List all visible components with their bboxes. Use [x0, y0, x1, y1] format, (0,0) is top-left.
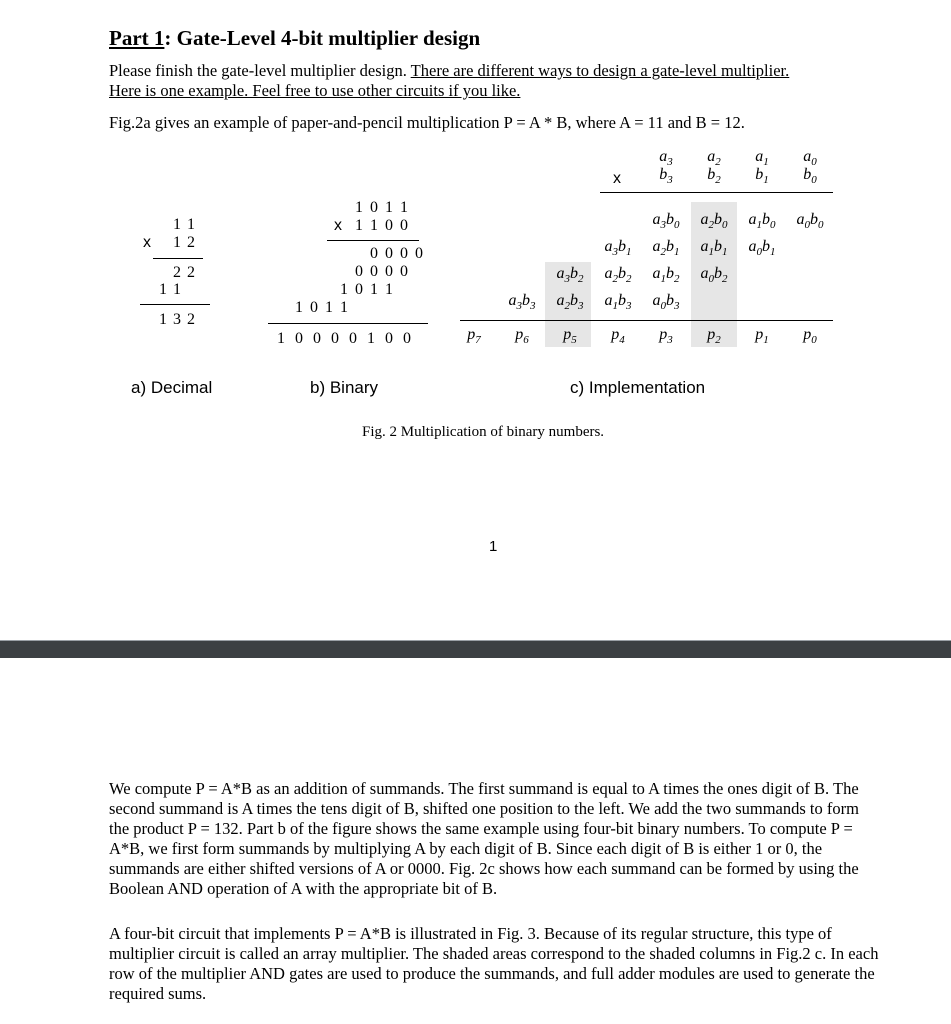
caption-decimal: a) Decimal: [131, 378, 213, 397]
binary-digit: 0: [370, 263, 378, 280]
binary-digit: 0: [355, 281, 363, 298]
decimal-digit: 1: [159, 311, 167, 328]
impl-b-term: $b_0$: [803, 166, 817, 187]
binary-digit: 1: [340, 281, 348, 298]
decimal-rule-2: [140, 304, 210, 305]
impl-product-bit: $p_0$: [803, 326, 817, 347]
binary-digit: 0: [400, 245, 408, 262]
impl-product-bit: $p_5$: [563, 326, 577, 347]
impl-partial-product: $a_2b_0$: [700, 211, 728, 232]
title-part-label: Part 1: [109, 26, 165, 50]
binary-digit: 1: [385, 281, 393, 298]
decimal-digit: 2: [173, 264, 181, 281]
impl-product-bit: $p_3$: [659, 326, 673, 347]
impl-a-term: $a_3$: [659, 148, 673, 169]
impl-partial-product: $a_0b_2$: [700, 265, 728, 286]
binary-digit: 0: [370, 199, 378, 216]
binary-rule-2: [268, 323, 428, 324]
binary-digit: 0: [385, 330, 393, 347]
binary-digit: 0: [385, 217, 393, 234]
impl-partial-product: $a_1b_0$: [748, 211, 776, 232]
binary-digit: 0: [331, 330, 339, 347]
binary-digit: 0: [313, 330, 321, 347]
binary-rule-1: [327, 240, 419, 241]
times-sign: x: [613, 170, 621, 187]
impl-rule-2: [460, 320, 833, 321]
binary-digit: 0: [385, 263, 393, 280]
binary-digit: 0: [310, 299, 318, 316]
binary-digit: 0: [385, 245, 393, 262]
impl-product-bit: $p_4$: [611, 326, 625, 347]
decimal-rule-1: [153, 258, 203, 259]
impl-partial-product: $a_3b_2$: [556, 265, 584, 286]
impl-product-bit: $p_6$: [515, 326, 529, 347]
page-title: [109, 26, 480, 51]
binary-digit: 0: [355, 263, 363, 280]
impl-partial-product: $a_2b_3$: [556, 292, 584, 313]
paragraph-2: A four-bit circuit that implements P = A*B is illustrated in Fig. 3. Because of its regular structure, this type of multiplier circuit is called an array multiplier. The shaded areas correspond to the shaded columns in Fig.2 c. In each row of the multiplier AND gates are used to produce the summands, and full adder modules are used to generate the required sums.: [109, 924, 879, 1003]
binary-digit: 1: [370, 281, 378, 298]
impl-partial-product: $a_0b_3$: [652, 292, 680, 313]
binary-digit: 0: [415, 245, 423, 262]
binary-digit: 1: [295, 299, 303, 316]
decimal-digit: 2: [187, 234, 195, 251]
impl-partial-product: $a_0b_1$: [748, 238, 776, 259]
impl-partial-product: $a_3b_1$: [604, 238, 632, 259]
impl-product-bit: $p_2$: [707, 326, 721, 347]
page-number: 1: [489, 538, 498, 555]
binary-digit: 0: [400, 217, 408, 234]
impl-a-term: $a_2$: [707, 148, 721, 169]
times-sign: x: [143, 234, 151, 251]
title-rest: : Gate-Level 4-bit multiplier design: [164, 26, 481, 50]
impl-partial-product: $a_1b_1$: [700, 238, 728, 259]
binary-digit: 1: [355, 199, 363, 216]
caption-binary: b) Binary: [310, 378, 379, 397]
decimal-digit: 1: [173, 234, 181, 251]
binary-digit: 0: [400, 263, 408, 280]
decimal-digit: 2: [187, 264, 195, 281]
decimal-digit: 1: [159, 281, 167, 298]
impl-b-term: $b_1$: [755, 166, 769, 187]
page-divider: [0, 640, 951, 658]
impl-b-term: $b_3$: [659, 166, 673, 187]
binary-digit: 0: [295, 330, 303, 347]
decimal-digit: 3: [173, 311, 181, 328]
decimal-digit: 1: [173, 216, 181, 233]
binary-digit: 0: [349, 330, 357, 347]
binary-digit: 1: [355, 217, 363, 234]
times-sign: x: [334, 217, 342, 234]
impl-partial-product: $a_2b_1$: [652, 238, 680, 259]
impl-partial-product: $a_3b_3$: [508, 292, 536, 313]
binary-digit: 1: [340, 299, 348, 316]
impl-partial-product: $a_1b_3$: [604, 292, 632, 313]
binary-digit: 1: [385, 199, 393, 216]
paragraph-1: We compute P = A*B as an addition of summands. The first summand is equal to A times the ones digit of B. The second summand is A times the tens digit of B, shifted one position to the left. We add the two summands to form the product P = 132. Part b of the figure shows the same example using four-bit binary numbers. To compute P = A*B, we first form summands by multiplying A by each digit of B. Since each digit of B is either 1 or 0, the summands are either shifted versions of A or 0000. Fig. 2c shows how each summand can be formed by using the Boolean AND operation of A with the appropriate bit of B.: [109, 779, 859, 898]
caption-implementation: c) Implementation: [570, 378, 706, 397]
binary-digit: 1: [400, 199, 408, 216]
impl-partial-product: $a_1b_2$: [652, 265, 680, 286]
binary-digit: 1: [367, 330, 375, 347]
binary-digit: 0: [403, 330, 411, 347]
binary-digit: 0: [370, 245, 378, 262]
intro-line-2: Here is one example. Feel free to use other circuits if you like.: [109, 81, 521, 100]
impl-a-term: $a_1$: [755, 148, 769, 169]
decimal-digit: 1: [187, 216, 195, 233]
figure-caption: Fig. 2 Multiplication of binary numbers.: [362, 424, 605, 440]
impl-partial-product: $a_3b_0$: [652, 211, 680, 232]
binary-digit: 1: [325, 299, 333, 316]
binary-digit: 1: [277, 330, 285, 347]
intro-line-3: Fig.2a gives an example of paper-and-pencil multiplication P = A * B, where A = 11 and B = 12.: [109, 113, 745, 132]
impl-partial-product: $a_0b_0$: [796, 211, 824, 232]
intro-line1-underlined: There are different ways to design a gate-level multiplier.: [410, 61, 790, 80]
intro-line-1: [109, 61, 789, 81]
decimal-digit: 2: [187, 311, 195, 328]
impl-rule-1: [600, 192, 833, 193]
impl-b-term: $b_2$: [707, 166, 721, 187]
impl-a-term: $a_0$: [803, 148, 817, 169]
intro-line1-plain: Please finish the gate-level multiplier design.: [109, 61, 411, 80]
impl-product-bit: $p_1$: [755, 326, 769, 347]
binary-digit: 1: [370, 217, 378, 234]
impl-product-bit: $p_7$: [467, 326, 481, 347]
impl-partial-product: $a_2b_2$: [604, 265, 632, 286]
decimal-digit: 1: [173, 281, 181, 298]
